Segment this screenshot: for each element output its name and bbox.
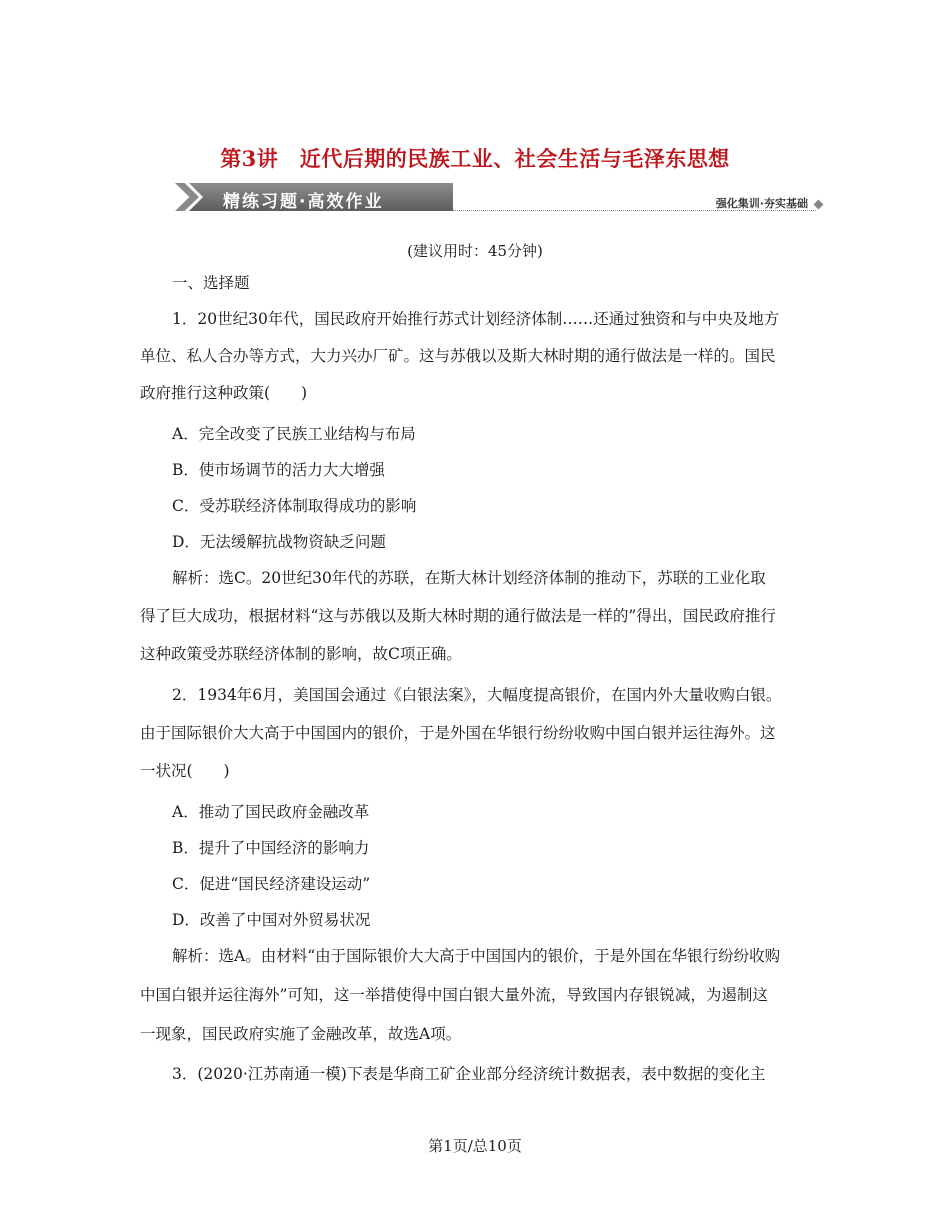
question-2-line-1: 2．1934年6月，美国国会通过《白银法案》，大幅度提高银价，在国内外大量收购白银。 [172, 686, 782, 704]
page-footer: 第1页/总10页 [428, 1137, 522, 1155]
question-2-line-3: 一状况( ) [140, 762, 230, 780]
time-note: (建议用时：45分钟) [407, 242, 543, 260]
question-1-option-d: D．无法缓解抗战物资缺乏问题 [172, 533, 386, 551]
question-2-option-d: D．改善了中国对外贸易状况 [172, 911, 371, 929]
question-3-line-1: 3．(2020·江苏南通一模)下表是华商工矿企业部分经济统计数据表，表中数据的变化主 [172, 1065, 766, 1083]
question-2-option-c: C．促进“国民经济建设运动” [172, 875, 371, 893]
question-1-line-3: 政府推行这种政策( ) [140, 384, 308, 402]
answer-2-line-2: 中国白银并运往海外”可知，这一举措使得中国白银大量外流，导致国内存银锐减，为遏制这 [140, 986, 768, 1004]
answer-1-line-3: 这种政策受苏联经济体制的影响，故C项正确。 [140, 645, 462, 663]
question-1-line-1: 1．20世纪30年代，国民政府开始推行苏式计划经济体制……还通过独资和与中央及地方 [172, 310, 780, 328]
question-1-option-a: A．完全改变了民族工业结构与布局 [172, 425, 416, 443]
question-2-option-a: A．推动了国民政府金融改革 [172, 803, 370, 821]
banner-label: 精练习题·高效作业 [223, 192, 384, 212]
diamond-icon [814, 200, 824, 210]
answer-1-line-2: 得了巨大成功，根据材料“这与苏俄以及斯大林时期的通行做法是一样的”得出，国民政府推行 [140, 607, 776, 625]
answer-2-line-3: 一现象，国民政府实施了金融改革，故选A项。 [140, 1025, 462, 1043]
section-title: 一、选择题 [172, 274, 250, 292]
answer-1-line-1: 解析：选C。20世纪30年代的苏联，在斯大林计划经济体制的推动下，苏联的工业化取 [172, 569, 766, 587]
page-title: 第3讲 近代后期的民族工业、社会生活与毛泽东思想 [220, 146, 730, 171]
question-2-option-b: B．提升了中国经济的影响力 [172, 839, 370, 857]
section-banner [175, 183, 830, 213]
answer-2-line-1: 解析：选A。由材料“由于国际银价大大高于中国国内的银价，于是外国在华银行纷纷收购 [172, 947, 781, 965]
banner-subtitle: 强化集训·夯实基础 [715, 197, 808, 210]
question-1-option-c: C．受苏联经济体制取得成功的影响 [172, 497, 417, 515]
question-1-line-2: 单位、私人合办等方式，大力兴办厂矿。这与苏俄以及斯大林时期的通行做法是一样的。国民 [140, 347, 776, 365]
question-1-option-b: B．使市场调节的活力大大增强 [172, 461, 385, 479]
question-2-line-2: 由于国际银价大大高于中国国内的银价，于是外国在华银行纷纷收购中国白银并运往海外。这 [140, 724, 776, 742]
